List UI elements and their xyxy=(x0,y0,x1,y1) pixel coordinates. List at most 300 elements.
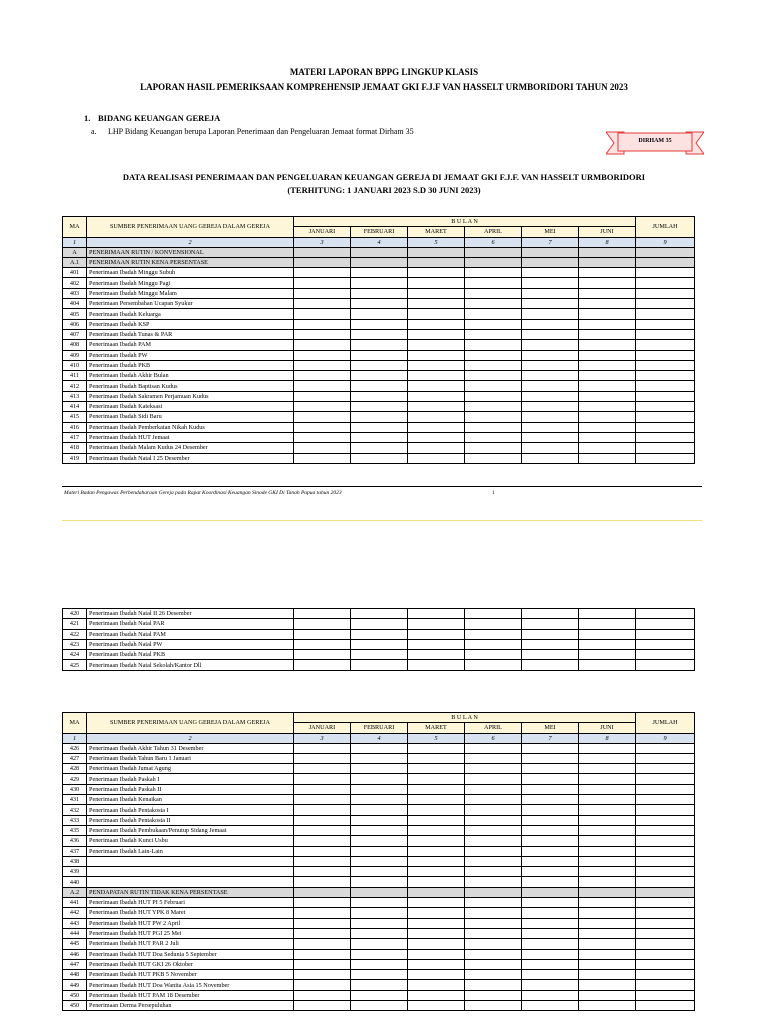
month-value-cell[interactable] xyxy=(294,319,351,329)
month-value-cell[interactable] xyxy=(294,650,351,660)
total-cell[interactable] xyxy=(636,391,695,401)
month-value-cell[interactable] xyxy=(408,887,465,897)
month-value-cell[interactable] xyxy=(351,371,408,381)
month-value-cell[interactable] xyxy=(408,846,465,856)
month-value-cell[interactable] xyxy=(579,980,636,990)
month-value-cell[interactable] xyxy=(522,619,579,629)
month-value-cell[interactable] xyxy=(522,753,579,763)
month-value-cell[interactable] xyxy=(522,402,579,412)
month-value-cell[interactable] xyxy=(522,774,579,784)
month-value-cell[interactable] xyxy=(351,309,408,319)
total-cell[interactable] xyxy=(636,309,695,319)
month-value-cell[interactable] xyxy=(465,329,522,339)
month-value-cell[interactable] xyxy=(294,278,351,288)
month-value-cell[interactable] xyxy=(579,939,636,949)
month-value-cell[interactable] xyxy=(522,650,579,660)
month-value-cell[interactable] xyxy=(351,422,408,432)
month-value-cell[interactable] xyxy=(522,949,579,959)
month-value-cell[interactable] xyxy=(465,764,522,774)
month-value-cell[interactable] xyxy=(408,867,465,877)
total-cell[interactable] xyxy=(636,980,695,990)
month-value-cell[interactable] xyxy=(465,825,522,835)
month-value-cell[interactable] xyxy=(294,360,351,370)
total-cell[interactable] xyxy=(636,877,695,887)
month-value-cell[interactable] xyxy=(522,959,579,969)
month-value-cell[interactable] xyxy=(579,805,636,815)
total-cell[interactable] xyxy=(636,928,695,938)
total-cell[interactable] xyxy=(636,422,695,432)
month-value-cell[interactable] xyxy=(294,350,351,360)
month-value-cell[interactable] xyxy=(351,247,408,257)
month-value-cell[interactable] xyxy=(351,836,408,846)
month-value-cell[interactable] xyxy=(294,371,351,381)
month-value-cell[interactable] xyxy=(465,288,522,298)
month-value-cell[interactable] xyxy=(294,918,351,928)
month-value-cell[interactable] xyxy=(408,980,465,990)
total-cell[interactable] xyxy=(636,815,695,825)
total-cell[interactable] xyxy=(636,371,695,381)
month-value-cell[interactable] xyxy=(579,319,636,329)
month-value-cell[interactable] xyxy=(351,970,408,980)
total-cell[interactable] xyxy=(636,753,695,763)
total-cell[interactable] xyxy=(636,278,695,288)
month-value-cell[interactable] xyxy=(294,805,351,815)
month-value-cell[interactable] xyxy=(408,247,465,257)
month-value-cell[interactable] xyxy=(465,453,522,463)
month-value-cell[interactable] xyxy=(465,805,522,815)
month-value-cell[interactable] xyxy=(294,825,351,835)
total-cell[interactable] xyxy=(636,619,695,629)
month-value-cell[interactable] xyxy=(351,329,408,339)
month-value-cell[interactable] xyxy=(294,753,351,763)
month-value-cell[interactable] xyxy=(579,247,636,257)
month-value-cell[interactable] xyxy=(579,309,636,319)
month-value-cell[interactable] xyxy=(465,650,522,660)
total-cell[interactable] xyxy=(636,609,695,619)
month-value-cell[interactable] xyxy=(465,360,522,370)
month-value-cell[interactable] xyxy=(294,928,351,938)
total-cell[interactable] xyxy=(636,867,695,877)
total-cell[interactable] xyxy=(636,402,695,412)
month-value-cell[interactable] xyxy=(579,288,636,298)
month-value-cell[interactable] xyxy=(408,639,465,649)
month-value-cell[interactable] xyxy=(408,959,465,969)
month-value-cell[interactable] xyxy=(579,381,636,391)
month-value-cell[interactable] xyxy=(294,846,351,856)
month-value-cell[interactable] xyxy=(522,629,579,639)
month-value-cell[interactable] xyxy=(465,402,522,412)
month-value-cell[interactable] xyxy=(351,257,408,267)
month-value-cell[interactable] xyxy=(294,609,351,619)
total-cell[interactable] xyxy=(636,350,695,360)
month-value-cell[interactable] xyxy=(465,928,522,938)
month-value-cell[interactable] xyxy=(522,329,579,339)
month-value-cell[interactable] xyxy=(579,887,636,897)
total-cell[interactable] xyxy=(636,443,695,453)
month-value-cell[interactable] xyxy=(294,422,351,432)
month-value-cell[interactable] xyxy=(408,288,465,298)
month-value-cell[interactable] xyxy=(294,340,351,350)
month-value-cell[interactable] xyxy=(294,867,351,877)
month-value-cell[interactable] xyxy=(408,1001,465,1011)
month-value-cell[interactable] xyxy=(408,360,465,370)
month-value-cell[interactable] xyxy=(579,846,636,856)
month-value-cell[interactable] xyxy=(408,268,465,278)
month-value-cell[interactable] xyxy=(351,360,408,370)
month-value-cell[interactable] xyxy=(579,609,636,619)
month-value-cell[interactable] xyxy=(579,928,636,938)
month-value-cell[interactable] xyxy=(465,867,522,877)
total-cell[interactable] xyxy=(636,825,695,835)
month-value-cell[interactable] xyxy=(408,371,465,381)
month-value-cell[interactable] xyxy=(351,391,408,401)
month-value-cell[interactable] xyxy=(351,660,408,670)
month-value-cell[interactable] xyxy=(408,815,465,825)
total-cell[interactable] xyxy=(636,319,695,329)
month-value-cell[interactable] xyxy=(579,898,636,908)
total-cell[interactable] xyxy=(636,247,695,257)
month-value-cell[interactable] xyxy=(579,815,636,825)
month-value-cell[interactable] xyxy=(465,980,522,990)
month-value-cell[interactable] xyxy=(351,619,408,629)
month-value-cell[interactable] xyxy=(522,908,579,918)
month-value-cell[interactable] xyxy=(465,443,522,453)
month-value-cell[interactable] xyxy=(351,990,408,1000)
month-value-cell[interactable] xyxy=(579,753,636,763)
month-value-cell[interactable] xyxy=(408,918,465,928)
month-value-cell[interactable] xyxy=(465,1001,522,1011)
month-value-cell[interactable] xyxy=(294,815,351,825)
month-value-cell[interactable] xyxy=(351,887,408,897)
month-value-cell[interactable] xyxy=(294,288,351,298)
month-value-cell[interactable] xyxy=(465,412,522,422)
month-value-cell[interactable] xyxy=(465,319,522,329)
month-value-cell[interactable] xyxy=(465,990,522,1000)
total-cell[interactable] xyxy=(636,268,695,278)
month-value-cell[interactable] xyxy=(408,381,465,391)
month-value-cell[interactable] xyxy=(351,846,408,856)
month-value-cell[interactable] xyxy=(351,939,408,949)
month-value-cell[interactable] xyxy=(294,898,351,908)
month-value-cell[interactable] xyxy=(579,990,636,1000)
total-cell[interactable] xyxy=(636,908,695,918)
month-value-cell[interactable] xyxy=(465,887,522,897)
month-value-cell[interactable] xyxy=(351,629,408,639)
month-value-cell[interactable] xyxy=(351,867,408,877)
month-value-cell[interactable] xyxy=(465,299,522,309)
month-value-cell[interactable] xyxy=(465,619,522,629)
month-value-cell[interactable] xyxy=(579,856,636,866)
month-value-cell[interactable] xyxy=(351,753,408,763)
month-value-cell[interactable] xyxy=(294,990,351,1000)
month-value-cell[interactable] xyxy=(465,743,522,753)
month-value-cell[interactable] xyxy=(294,443,351,453)
month-value-cell[interactable] xyxy=(465,959,522,969)
total-cell[interactable] xyxy=(636,743,695,753)
month-value-cell[interactable] xyxy=(408,908,465,918)
month-value-cell[interactable] xyxy=(294,877,351,887)
month-value-cell[interactable] xyxy=(522,422,579,432)
month-value-cell[interactable] xyxy=(465,639,522,649)
month-value-cell[interactable] xyxy=(351,650,408,660)
month-value-cell[interactable] xyxy=(408,764,465,774)
month-value-cell[interactable] xyxy=(408,350,465,360)
total-cell[interactable] xyxy=(636,795,695,805)
total-cell[interactable] xyxy=(636,990,695,1000)
total-cell[interactable] xyxy=(636,898,695,908)
month-value-cell[interactable] xyxy=(465,609,522,619)
month-value-cell[interactable] xyxy=(579,918,636,928)
month-value-cell[interactable] xyxy=(351,639,408,649)
month-value-cell[interactable] xyxy=(351,774,408,784)
month-value-cell[interactable] xyxy=(351,288,408,298)
total-cell[interactable] xyxy=(636,1001,695,1011)
month-value-cell[interactable] xyxy=(522,856,579,866)
month-value-cell[interactable] xyxy=(294,247,351,257)
month-value-cell[interactable] xyxy=(579,340,636,350)
month-value-cell[interactable] xyxy=(294,619,351,629)
month-value-cell[interactable] xyxy=(522,381,579,391)
month-value-cell[interactable] xyxy=(522,360,579,370)
month-value-cell[interactable] xyxy=(408,928,465,938)
month-value-cell[interactable] xyxy=(465,247,522,257)
total-cell[interactable] xyxy=(636,432,695,442)
month-value-cell[interactable] xyxy=(465,784,522,794)
month-value-cell[interactable] xyxy=(522,391,579,401)
month-value-cell[interactable] xyxy=(522,453,579,463)
month-value-cell[interactable] xyxy=(522,815,579,825)
month-value-cell[interactable] xyxy=(408,402,465,412)
month-value-cell[interactable] xyxy=(522,319,579,329)
month-value-cell[interactable] xyxy=(408,970,465,980)
month-value-cell[interactable] xyxy=(294,795,351,805)
month-value-cell[interactable] xyxy=(351,743,408,753)
month-value-cell[interactable] xyxy=(522,639,579,649)
month-value-cell[interactable] xyxy=(408,299,465,309)
month-value-cell[interactable] xyxy=(408,319,465,329)
month-value-cell[interactable] xyxy=(294,939,351,949)
month-value-cell[interactable] xyxy=(579,774,636,784)
month-value-cell[interactable] xyxy=(351,432,408,442)
total-cell[interactable] xyxy=(636,939,695,949)
total-cell[interactable] xyxy=(636,453,695,463)
month-value-cell[interactable] xyxy=(579,329,636,339)
month-value-cell[interactable] xyxy=(579,350,636,360)
month-value-cell[interactable] xyxy=(351,350,408,360)
month-value-cell[interactable] xyxy=(465,278,522,288)
month-value-cell[interactable] xyxy=(522,278,579,288)
total-cell[interactable] xyxy=(636,959,695,969)
month-value-cell[interactable] xyxy=(294,856,351,866)
month-value-cell[interactable] xyxy=(579,949,636,959)
month-value-cell[interactable] xyxy=(522,412,579,422)
month-value-cell[interactable] xyxy=(579,959,636,969)
month-value-cell[interactable] xyxy=(579,268,636,278)
month-value-cell[interactable] xyxy=(465,371,522,381)
total-cell[interactable] xyxy=(636,629,695,639)
month-value-cell[interactable] xyxy=(465,774,522,784)
month-value-cell[interactable] xyxy=(408,898,465,908)
month-value-cell[interactable] xyxy=(579,908,636,918)
month-value-cell[interactable] xyxy=(465,898,522,908)
month-value-cell[interactable] xyxy=(522,350,579,360)
month-value-cell[interactable] xyxy=(408,422,465,432)
month-value-cell[interactable] xyxy=(465,660,522,670)
month-value-cell[interactable] xyxy=(579,784,636,794)
month-value-cell[interactable] xyxy=(465,918,522,928)
month-value-cell[interactable] xyxy=(351,412,408,422)
month-value-cell[interactable] xyxy=(579,764,636,774)
month-value-cell[interactable] xyxy=(465,877,522,887)
month-value-cell[interactable] xyxy=(465,949,522,959)
total-cell[interactable] xyxy=(636,257,695,267)
month-value-cell[interactable] xyxy=(465,836,522,846)
month-value-cell[interactable] xyxy=(522,784,579,794)
month-value-cell[interactable] xyxy=(465,908,522,918)
month-value-cell[interactable] xyxy=(522,371,579,381)
month-value-cell[interactable] xyxy=(522,247,579,257)
month-value-cell[interactable] xyxy=(351,340,408,350)
month-value-cell[interactable] xyxy=(351,381,408,391)
month-value-cell[interactable] xyxy=(522,898,579,908)
month-value-cell[interactable] xyxy=(522,443,579,453)
month-value-cell[interactable] xyxy=(294,402,351,412)
month-value-cell[interactable] xyxy=(579,278,636,288)
month-value-cell[interactable] xyxy=(408,391,465,401)
month-value-cell[interactable] xyxy=(522,918,579,928)
month-value-cell[interactable] xyxy=(294,432,351,442)
month-value-cell[interactable] xyxy=(579,412,636,422)
month-value-cell[interactable] xyxy=(465,268,522,278)
month-value-cell[interactable] xyxy=(522,609,579,619)
month-value-cell[interactable] xyxy=(351,453,408,463)
month-value-cell[interactable] xyxy=(408,412,465,422)
total-cell[interactable] xyxy=(636,784,695,794)
month-value-cell[interactable] xyxy=(465,257,522,267)
month-value-cell[interactable] xyxy=(579,257,636,267)
total-cell[interactable] xyxy=(636,329,695,339)
month-value-cell[interactable] xyxy=(408,795,465,805)
total-cell[interactable] xyxy=(636,970,695,980)
month-value-cell[interactable] xyxy=(465,422,522,432)
month-value-cell[interactable] xyxy=(351,959,408,969)
month-value-cell[interactable] xyxy=(351,949,408,959)
month-value-cell[interactable] xyxy=(294,629,351,639)
month-value-cell[interactable] xyxy=(294,836,351,846)
month-value-cell[interactable] xyxy=(579,443,636,453)
total-cell[interactable] xyxy=(636,381,695,391)
month-value-cell[interactable] xyxy=(579,432,636,442)
month-value-cell[interactable] xyxy=(522,309,579,319)
month-value-cell[interactable] xyxy=(465,432,522,442)
month-value-cell[interactable] xyxy=(408,949,465,959)
month-value-cell[interactable] xyxy=(408,753,465,763)
month-value-cell[interactable] xyxy=(522,268,579,278)
month-value-cell[interactable] xyxy=(579,422,636,432)
total-cell[interactable] xyxy=(636,660,695,670)
total-cell[interactable] xyxy=(636,887,695,897)
month-value-cell[interactable] xyxy=(522,1001,579,1011)
month-value-cell[interactable] xyxy=(579,867,636,877)
month-value-cell[interactable] xyxy=(522,340,579,350)
month-value-cell[interactable] xyxy=(294,639,351,649)
total-cell[interactable] xyxy=(636,650,695,660)
total-cell[interactable] xyxy=(636,836,695,846)
month-value-cell[interactable] xyxy=(579,836,636,846)
month-value-cell[interactable] xyxy=(522,928,579,938)
month-value-cell[interactable] xyxy=(351,299,408,309)
month-value-cell[interactable] xyxy=(351,898,408,908)
month-value-cell[interactable] xyxy=(294,980,351,990)
month-value-cell[interactable] xyxy=(408,309,465,319)
month-value-cell[interactable] xyxy=(465,350,522,360)
month-value-cell[interactable] xyxy=(522,257,579,267)
month-value-cell[interactable] xyxy=(294,391,351,401)
total-cell[interactable] xyxy=(636,846,695,856)
month-value-cell[interactable] xyxy=(408,443,465,453)
month-value-cell[interactable] xyxy=(351,443,408,453)
month-value-cell[interactable] xyxy=(294,257,351,267)
month-value-cell[interactable] xyxy=(408,825,465,835)
month-value-cell[interactable] xyxy=(408,743,465,753)
month-value-cell[interactable] xyxy=(465,846,522,856)
total-cell[interactable] xyxy=(636,340,695,350)
month-value-cell[interactable] xyxy=(408,784,465,794)
month-value-cell[interactable] xyxy=(351,784,408,794)
month-value-cell[interactable] xyxy=(351,918,408,928)
month-value-cell[interactable] xyxy=(579,629,636,639)
month-value-cell[interactable] xyxy=(351,908,408,918)
month-value-cell[interactable] xyxy=(579,877,636,887)
month-value-cell[interactable] xyxy=(465,970,522,980)
month-value-cell[interactable] xyxy=(408,619,465,629)
month-value-cell[interactable] xyxy=(408,650,465,660)
month-value-cell[interactable] xyxy=(294,453,351,463)
month-value-cell[interactable] xyxy=(294,887,351,897)
month-value-cell[interactable] xyxy=(408,774,465,784)
month-value-cell[interactable] xyxy=(465,309,522,319)
month-value-cell[interactable] xyxy=(408,939,465,949)
month-value-cell[interactable] xyxy=(522,743,579,753)
month-value-cell[interactable] xyxy=(522,432,579,442)
total-cell[interactable] xyxy=(636,299,695,309)
month-value-cell[interactable] xyxy=(579,299,636,309)
month-value-cell[interactable] xyxy=(465,753,522,763)
month-value-cell[interactable] xyxy=(294,908,351,918)
month-value-cell[interactable] xyxy=(294,949,351,959)
month-value-cell[interactable] xyxy=(579,639,636,649)
month-value-cell[interactable] xyxy=(294,774,351,784)
month-value-cell[interactable] xyxy=(351,856,408,866)
total-cell[interactable] xyxy=(636,949,695,959)
month-value-cell[interactable] xyxy=(522,805,579,815)
month-value-cell[interactable] xyxy=(465,340,522,350)
month-value-cell[interactable] xyxy=(465,391,522,401)
month-value-cell[interactable] xyxy=(579,743,636,753)
month-value-cell[interactable] xyxy=(579,371,636,381)
month-value-cell[interactable] xyxy=(351,795,408,805)
month-value-cell[interactable] xyxy=(579,1001,636,1011)
month-value-cell[interactable] xyxy=(294,381,351,391)
month-value-cell[interactable] xyxy=(351,805,408,815)
month-value-cell[interactable] xyxy=(579,795,636,805)
month-value-cell[interactable] xyxy=(408,629,465,639)
month-value-cell[interactable] xyxy=(522,877,579,887)
month-value-cell[interactable] xyxy=(579,825,636,835)
month-value-cell[interactable] xyxy=(522,660,579,670)
total-cell[interactable] xyxy=(636,918,695,928)
month-value-cell[interactable] xyxy=(465,381,522,391)
